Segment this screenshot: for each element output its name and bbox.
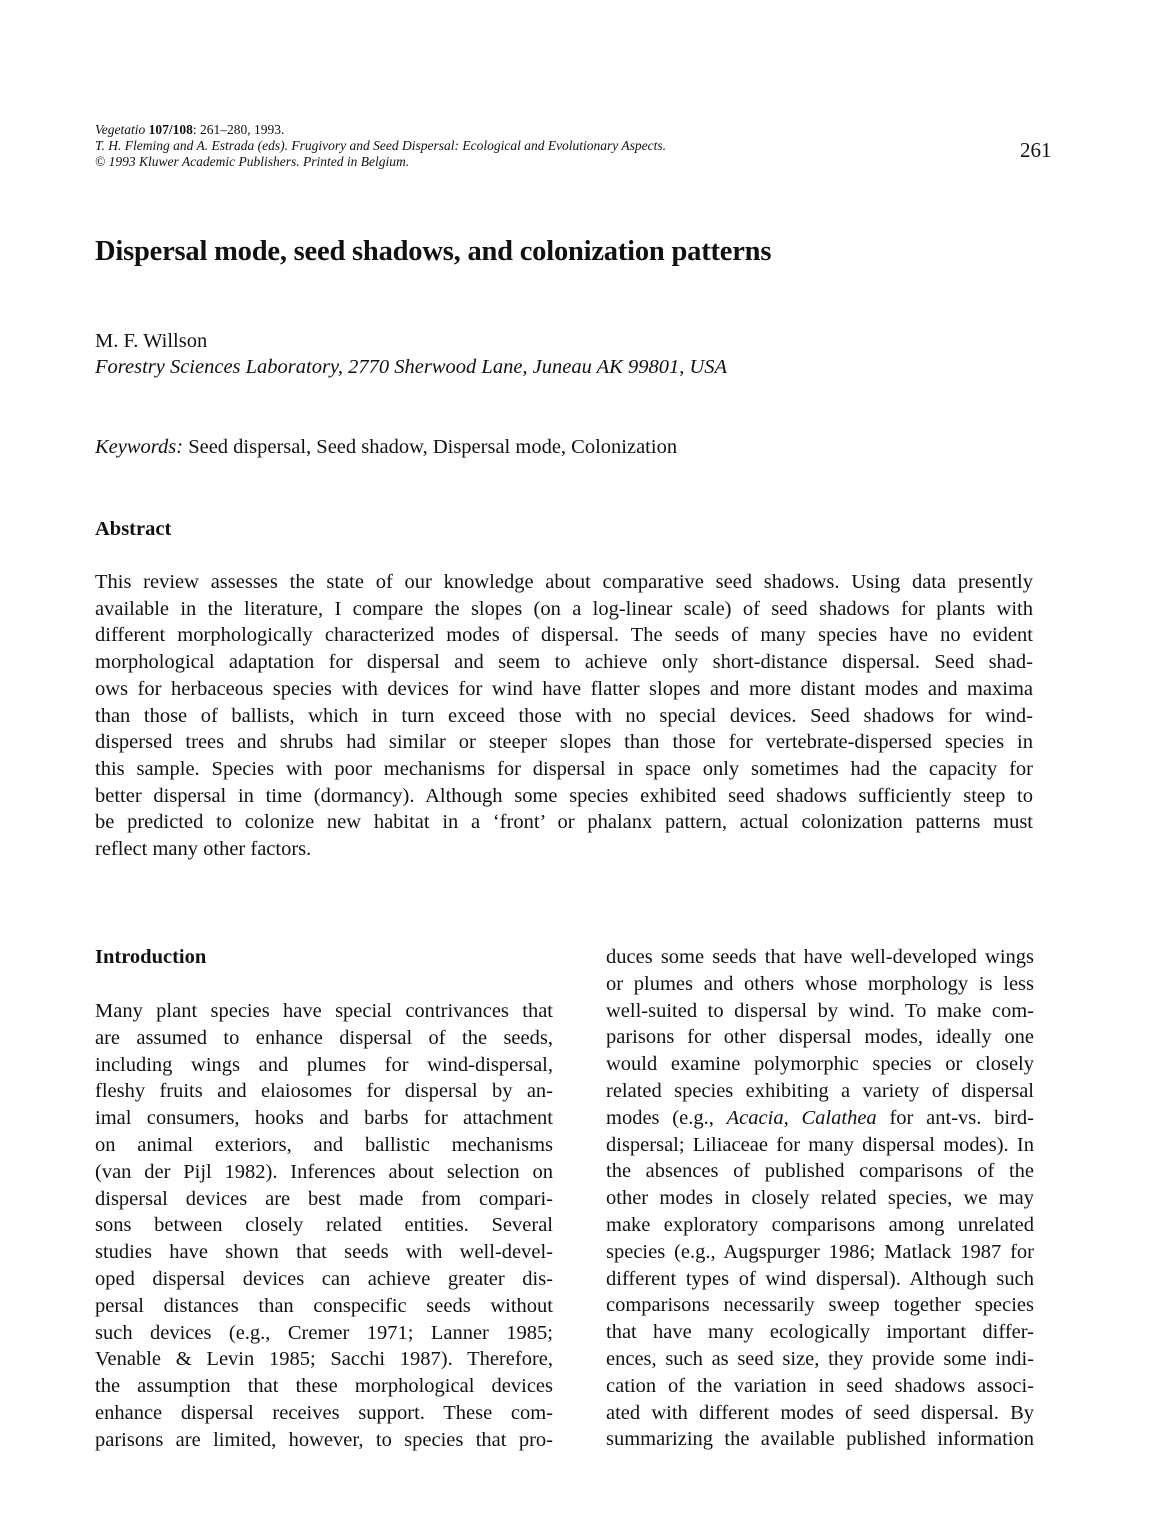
author-affiliation: Forestry Sciences Laboratory, 2770 Sherwood Lane, Juneau AK 99801, USA — [95, 356, 728, 378]
abstract-line: be predicted to colonize new habitat in a ‘front’ or phalanx pattern, actual colonization patterns must — [95, 811, 1033, 834]
body-line: make exploratory comparisons among unrelated — [606, 1213, 1034, 1236]
body-line: ated with different modes of seed dispersal. By — [606, 1401, 1034, 1424]
body-line: Venable & Levin 1985; Sacchi 1987). Therefore, — [95, 1348, 553, 1371]
editors-line: T. H. Fleming and A. Estrada (eds). Frugivory and Seed Dispersal: Ecological and Evolutionary Aspects. — [95, 138, 667, 153]
body-line: are assumed to enhance dispersal of the seeds, — [95, 1026, 553, 1049]
body-line: persal distances than conspecific seeds without — [95, 1294, 553, 1317]
body-line: (van der Pijl 1982). Inferences about selection on — [95, 1160, 553, 1183]
abstract-line: morphological adaptation for dispersal and seem to achieve only short-distance dispersal. Seed shad- — [95, 651, 1033, 674]
body-line: comparisons necessarily sweep together species — [606, 1294, 1034, 1317]
introduction-column-right — [606, 944, 1034, 1453]
genus-acacia: Acacia — [726, 1106, 784, 1129]
body-line: the absences of published comparisons of the — [606, 1160, 1034, 1183]
body-line: sons between closely related entities. Several — [95, 1214, 553, 1237]
body-line: related species exhibiting a variety of dispersal — [606, 1079, 1034, 1102]
body-line: ences, such as seed size, they provide some indi- — [606, 1347, 1034, 1370]
body-line: on animal exteriors, and ballistic mechanisms — [95, 1133, 553, 1156]
journal-pages: : 261–280, 1993. — [192, 122, 285, 137]
journal-volume: 107/108 — [148, 122, 193, 137]
body-line: that have many ecologically important differ- — [606, 1321, 1034, 1344]
body-line: oped dispersal devices can achieve greater dis- — [95, 1267, 553, 1290]
genus-calathea: Calathea — [801, 1106, 877, 1129]
body-line: dispersal devices are best made from compari- — [95, 1187, 553, 1210]
body-line: other modes in closely related species, we may — [606, 1187, 1034, 1210]
body-line: cation of the variation in seed shadows associ- — [606, 1374, 1034, 1397]
body-line: summarizing the available published information — [606, 1428, 1034, 1451]
author-name: M. F. Willson — [95, 330, 208, 352]
keywords — [95, 436, 677, 459]
introduction-heading: Introduction — [95, 946, 207, 968]
copyright-line: © 1993 Kluwer Academic Publishers. Printed in Belgium. — [95, 154, 410, 169]
body-line: or plumes and others whose morphology is less — [606, 972, 1034, 995]
abstract-line: than those of ballists, which in turn exceed those with no special devices. Seed shadows for wind- — [95, 704, 1033, 727]
body-line: imal consumers, hooks and barbs for attachment — [95, 1107, 553, 1130]
body-line: studies have shown that seeds with well-devel- — [95, 1241, 553, 1264]
body-line: parisons are limited, however, to species that pro- — [95, 1428, 553, 1451]
introduction-column-left — [95, 998, 553, 1454]
body-line: Many plant species have special contrivances that — [95, 1000, 553, 1022]
keywords-list: Seed dispersal, Seed shadow, Dispersal mode, Colonization — [183, 436, 678, 458]
body-line: well-suited to dispersal by wind. To make com- — [606, 999, 1034, 1022]
page-number: 261 — [1020, 138, 1052, 162]
abstract-line: This review assesses the state of our knowledge about comparative seed shadows. Using data presently — [95, 571, 1033, 593]
abstract-line: reflect many other factors. — [95, 838, 312, 861]
body-line: parisons for other dispersal modes, ideally one — [606, 1026, 1034, 1049]
abstract-line: different morphologically characterized modes of dispersal. The seeds of many species have no evident — [95, 624, 1033, 647]
running-header — [95, 122, 666, 170]
citation-line — [95, 122, 666, 138]
abstract-line: dispersed trees and shrubs had similar or steeper slopes than those for vertebrate-dispersed species in — [95, 731, 1033, 754]
article-title: Dispersal mode, seed shadows, and colonization patterns — [95, 236, 772, 267]
body-line: such devices (e.g., Cremer 1971; Lanner 1985; — [95, 1321, 553, 1344]
body-line: enhance dispersal receives support. These com- — [95, 1401, 553, 1424]
abstract-line: available in the literature, I compare the slopes (on a log-linear scale) of seed shadows for plants with — [95, 597, 1033, 620]
body-line: including wings and plumes for wind-dispersal, — [95, 1053, 553, 1076]
abstract-line: this sample. Species with poor mechanisms for dispersal in space only sometimes had the capacity for — [95, 757, 1033, 780]
body-text: , — [783, 1106, 802, 1129]
abstract-line: better dispersal in time (dormancy). Although some species exhibited seed shadows sufficiently steep to — [95, 784, 1033, 807]
body-line: species (e.g., Augspurger 1986; Matlack 1987 for — [606, 1240, 1034, 1263]
journal-name: Vegetatio — [95, 122, 146, 137]
body-line: different types of wind dispersal). Although such — [606, 1267, 1034, 1290]
body-line — [606, 1105, 1034, 1132]
abstract-line: ows for herbaceous species with devices for wind have flatter slopes and more distant modes and maxima — [95, 677, 1033, 700]
body-line: dispersal; Liliaceae for many dispersal modes). In — [606, 1133, 1034, 1156]
abstract-body — [95, 569, 1033, 863]
body-line: fleshy fruits and elaiosomes for dispersal by an- — [95, 1080, 553, 1103]
keywords-label: Keywords: — [95, 436, 184, 458]
body-line: duces some seeds that have well-developed wings — [606, 946, 1034, 968]
body-text: modes (e.g., — [606, 1106, 727, 1129]
body-line: would examine polymorphic species or closely — [606, 1053, 1034, 1076]
body-text: for ant-vs. bird- — [876, 1106, 1035, 1129]
body-line: the assumption that these morphological devices — [95, 1375, 553, 1398]
abstract-heading: Abstract — [95, 518, 172, 540]
